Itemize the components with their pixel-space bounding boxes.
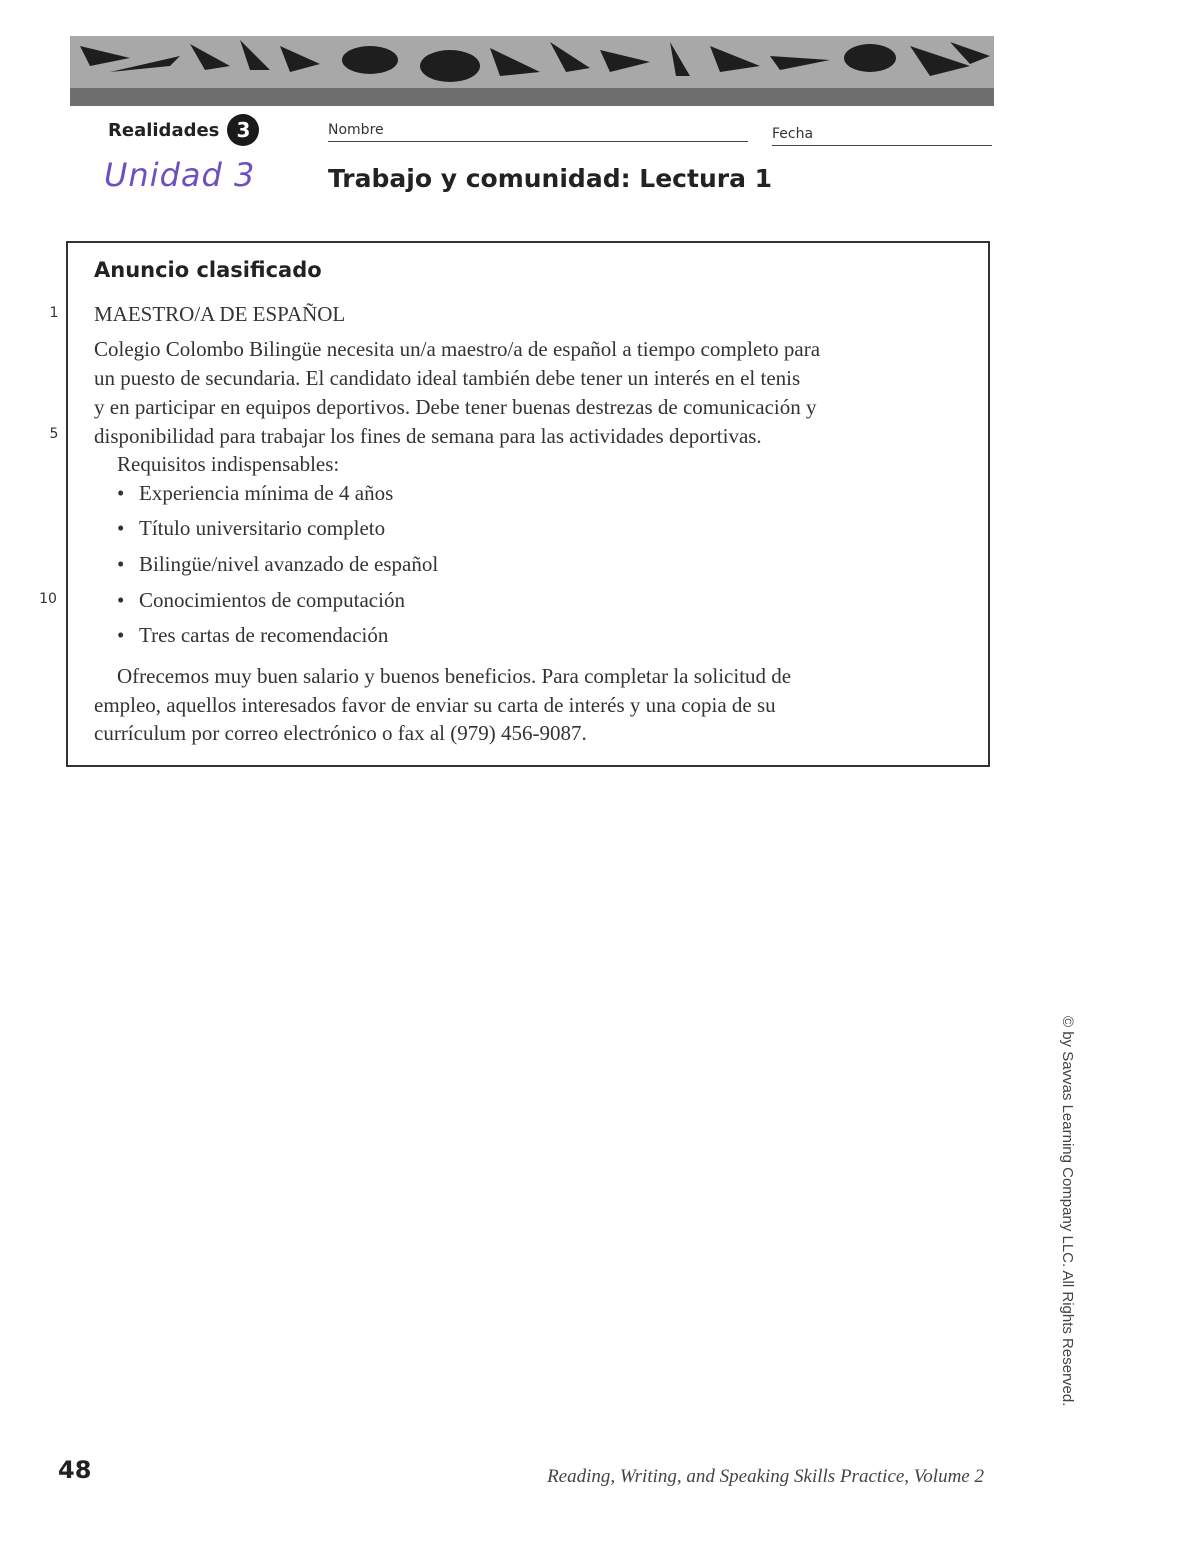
fecha-field[interactable] [772, 126, 992, 142]
fecha-label: Fecha [772, 126, 814, 142]
decorative-banner [70, 36, 994, 106]
requirement-item: • Conocimientos de computación [117, 588, 405, 612]
handwritten-unit-note: Unidad 3 [104, 156, 256, 194]
ad-heading: Anuncio clasificado [94, 258, 322, 282]
series-name: Realidades [108, 119, 220, 141]
requirement-item: • Tres cartas de recomendación [117, 623, 389, 647]
requirement-item: • Título universitario completo [117, 516, 386, 540]
ad-line: disponibilidad para trabajar los fines de semana para las actividades deportivas. [94, 424, 762, 448]
ad-line: un puesto de secundaria. El candidato ideal también debe tener un interés en el tenis [94, 366, 801, 390]
page-title: Trabajo y comunidad: Lectura 1 [328, 164, 773, 193]
ad-line: Colegio Colombo Bilingüe necesita un/a maestro/a de español a tiempo completo para [94, 337, 821, 361]
level-badge: 3 [227, 114, 259, 146]
fecha-line [772, 145, 992, 146]
line-number: 5 [49, 426, 59, 442]
series-label [108, 114, 259, 146]
ad-line: MAESTRO/A DE ESPAÑOL [94, 302, 346, 326]
book-title: Reading, Writing, and Speaking Skills Practice, Volume 2 [547, 1466, 984, 1487]
nombre-label: Nombre [328, 122, 384, 138]
page-number: 48 [58, 1456, 92, 1484]
requirement-item: • Bilingüe/nivel avanzado de español [117, 552, 439, 576]
ad-closing-line: empleo, aquellos interesados favor de enviar su carta de interés y una copia de su [94, 693, 776, 717]
worksheet-header [0, 108, 1200, 158]
ad-line: Requisitos indispensables: [117, 452, 340, 476]
nombre-field[interactable] [328, 122, 748, 138]
copyright-notice: © by Savvas Learning Company LLC. All Rights Reserved. [1059, 1016, 1076, 1407]
line-number: 10 [39, 591, 57, 607]
ad-closing-line: currículum por correo electrónico o fax al (979) 456-9087. [94, 721, 587, 745]
nombre-line [328, 141, 748, 142]
ad-closing-line: Ofrecemos muy buen salario y buenos beneficios. Para completar la solicitud de [117, 664, 792, 688]
line-number: 1 [49, 305, 59, 321]
ad-line: y en participar en equipos deportivos. Debe tener buenas destrezas de comunicación y [94, 395, 817, 419]
requirement-item: • Experiencia mínima de 4 años [117, 481, 394, 505]
